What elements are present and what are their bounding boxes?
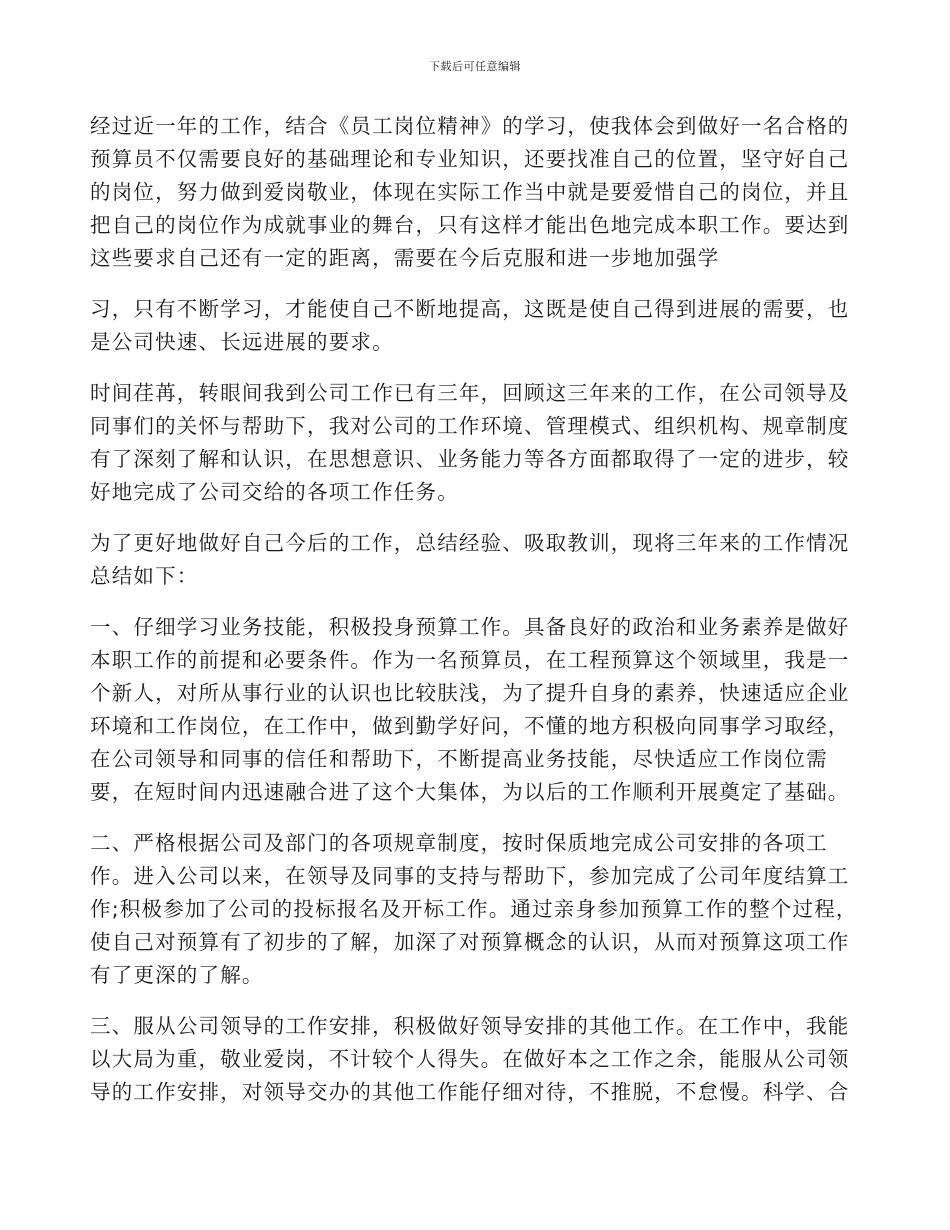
text-line: 二、严格根据公司及部门的各项规章制度，按时保质地完成公司安排的各项工 bbox=[90, 831, 828, 855]
text-line: 总结如下： bbox=[90, 564, 199, 588]
text-line: 这些要求自己还有一定的距离，需要在今后克服和进一步地加强学 bbox=[90, 246, 720, 270]
text-line: 习，只有不断学习，才能使自己不断地提高，这既是使自己得到进展的需要，也 bbox=[90, 297, 850, 321]
text-line: 个新人，对所从事行业的认识也比较肤浅，为了提升自身的素养，快速适应企业 bbox=[90, 681, 850, 705]
text-line: 好地完成了公司交给的各项工作任务。 bbox=[90, 480, 459, 504]
text-line: 以大局为重，敬业爱岗，不计较个人得失。在做好本之工作之余，能服从公司领 bbox=[90, 1047, 850, 1071]
paragraph-point-three bbox=[90, 1010, 865, 1109]
paragraph-point-two bbox=[90, 827, 865, 992]
text-line: 预算员不仅需要良好的基础理论和专业知识，还要找准自己的位置，坚守好自己 bbox=[90, 147, 850, 171]
document-body bbox=[90, 110, 865, 1127]
text-line: 导的工作安排，对领导交办的其他工作能仔细对待，不推脱，不怠慢。科学、合 bbox=[90, 1080, 850, 1104]
page-header: 下载后可任意编辑 bbox=[429, 60, 521, 73]
text-line: 同事们的关怀与帮助下，我对公司的工作环境、管理模式、组织机构、规章制度 bbox=[90, 414, 850, 438]
text-line: 经过近一年的工作，结合《员工岗位精神》的学习，使我体会到做好一名合格的 bbox=[90, 114, 850, 138]
text-line: 使自己对预算有了初步的了解，加深了对预算概念的认识，从而对预算这项工作 bbox=[90, 930, 850, 954]
paragraph-learning bbox=[90, 293, 865, 359]
text-line: 要，在短时间内迅速融合进了这个大集体，为以后的工作顺利开展奠定了基础。 bbox=[90, 780, 850, 804]
text-line: 环境和工作岗位，在工作中，做到勤学好问，不懂的地方积极向同事学习取经， bbox=[90, 714, 850, 738]
text-line: 一、仔细学习业务技能，积极投身预算工作。具备良好的政治和业务素养是做好 bbox=[90, 615, 850, 639]
paragraph-point-one bbox=[90, 611, 865, 809]
text-line: 作。进入公司以来，在领导及同事的支持与帮助下，参加完成了公司年度结算工 bbox=[90, 864, 850, 888]
paragraph-summary-intro bbox=[90, 527, 865, 593]
text-line: 把自己的岗位作为成就事业的舞台，只有这样才能出色地完成本职工作。要达到 bbox=[90, 213, 850, 237]
text-line: 为了更好地做好自己今后的工作，总结经验、吸取教训，现将三年来的工作情况 bbox=[90, 531, 850, 555]
text-line: 有了更深的了解。 bbox=[90, 963, 264, 987]
text-line: 在公司领导和同事的信任和帮助下，不断提高业务技能，尽快适应工作岗位需 bbox=[90, 747, 828, 771]
text-line: 时间荏苒，转眼间我到公司工作已有三年，回顾这三年来的工作，在公司领导及 bbox=[90, 381, 850, 405]
text-line: 的岗位，努力做到爱岗敬业，体现在实际工作当中就是要爱惜自己的岗位，并且 bbox=[90, 180, 850, 204]
text-line: 三、服从公司领导的工作安排，积极做好领导安排的其他工作。在工作中，我能 bbox=[90, 1014, 850, 1038]
text-line: 是公司快速、长远进展的要求。 bbox=[90, 330, 394, 354]
paragraph-review bbox=[90, 377, 865, 509]
paragraph-intro bbox=[90, 110, 865, 275]
text-line: 本职工作的前提和必要条件。作为一名预算员，在工程预算这个领域里，我是一 bbox=[90, 648, 850, 672]
text-line: 有了深刻了解和认识，在思想意识、业务能力等各方面都取得了一定的进步，较 bbox=[90, 447, 850, 471]
text-line: 作;积极参加了公司的投标报名及开标工作。通过亲身参加预算工作的整个过程， bbox=[90, 897, 858, 921]
